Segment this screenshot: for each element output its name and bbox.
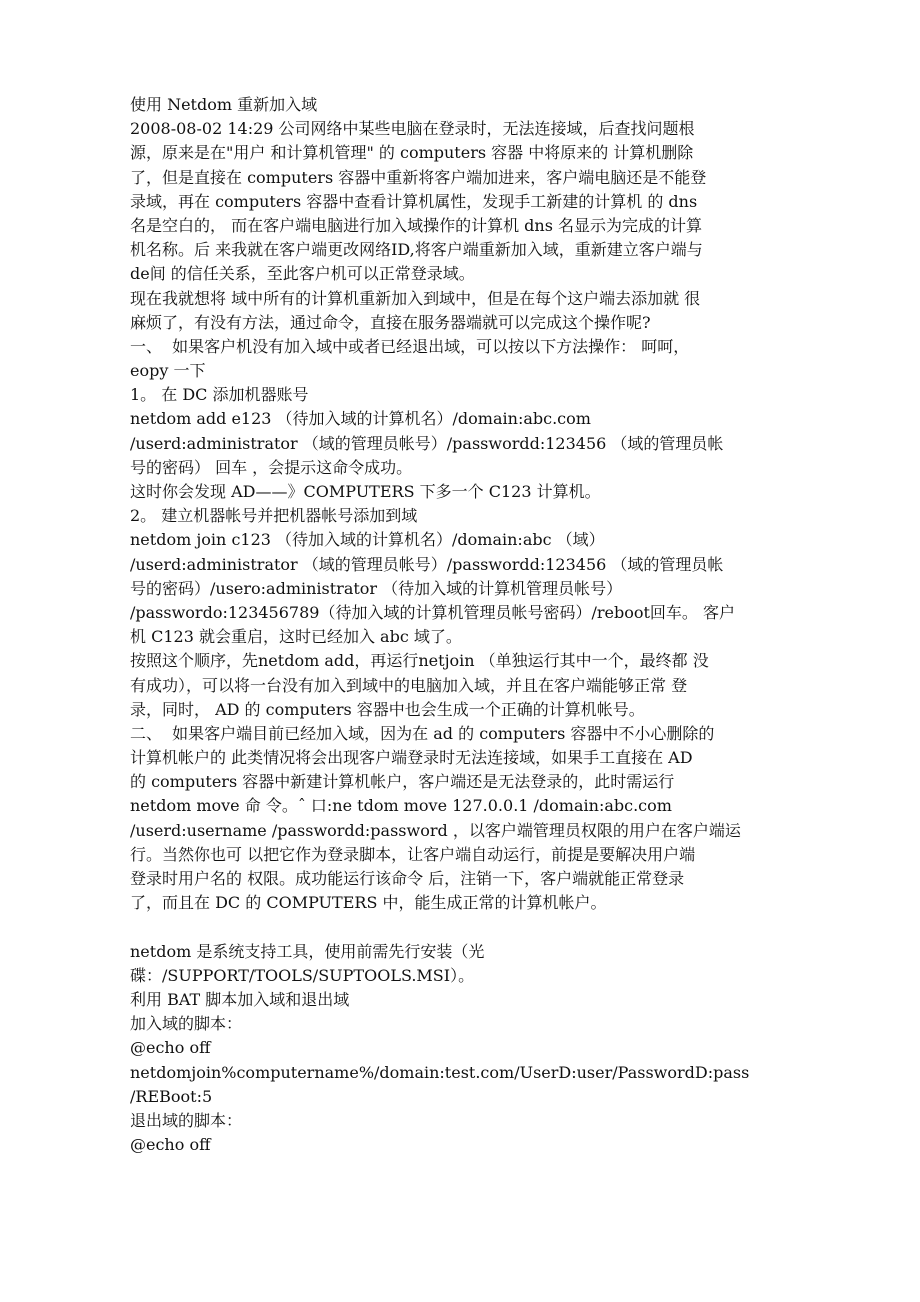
text-line: 利用 BAT 脚本加入域和退出域 — [130, 989, 350, 1009]
text-line: 机 C123 就会重启，这时已经加入 abc 域了。 — [130, 627, 462, 647]
text-line: de间 的信任关系，至此客户机可以正常登录域。 — [130, 264, 475, 284]
text-line: 录域，再在 computers 容器中查看计算机属性，发现手工新建的计算机 的 dns — [130, 191, 698, 211]
text-line: eopy 一下 — [130, 361, 206, 381]
text-line: netdom move 命 令。ˆ 口:ne tdom move 127.0.0.1 /domain:abc.com — [130, 796, 672, 816]
text-line: 2。 建立机器帐号并把机器帐号添加到域 — [130, 506, 418, 526]
text-line: 2008-08-02 14:29 公司网络中某些电脑在登录时，无法连接域，后查找问题根 — [130, 119, 695, 139]
text-line: 行。当然你也可 以把它作为登录脚本，让客户端自动运行，前提是要解决用户端 — [130, 844, 696, 864]
text-line: /userd:administrator （域的管理员帐号）/passwordd:123456 （域的管理员帐 — [130, 433, 724, 453]
text-line: 登录时用户名的 权限。成功能运行该命令 后，注销一下，客户端就能正常登录 — [130, 869, 685, 888]
text-line: 退出域的脚本： — [130, 1110, 243, 1130]
document-body — [130, 93, 800, 1157]
text-line: 机名称。后 来我就在客户端更改网络ID,将客户端重新加入域，重新建立客户端与 — [130, 240, 703, 260]
text-line: 加入域的脚本： — [130, 1014, 243, 1034]
text-line: 这时你会发现 AD——》COMPUTERS 下多一个 C123 计算机。 — [130, 482, 601, 501]
text-line: 了，而且在 DC 的 COMPUTERS 中，能生成正常的计算机帐户。 — [130, 893, 607, 913]
text-line: netdomjoin%computername%/domain:test.com/UserD:user/PasswordD:pass — [130, 1062, 750, 1082]
text-line: netdom add e123 （待加入域的计算机名）/domain:abc.com — [130, 409, 591, 429]
document-title: 使用 Netdom 重新加入域 — [130, 95, 318, 114]
text-line: 名是空白的， 而在客户端电脑进行加入域操作的计算机 dns 名显示为完成的计算 — [130, 215, 703, 235]
text-line: /userd:username /passwordd:password ，以客户端管理员权限的用户在客户端运 — [130, 820, 741, 840]
text-line: 一、 如果客户机没有加入域中或者已经退出域，可以按以下方法操作： 呵呵， — [130, 336, 690, 356]
text-line: 现在我就想将 域中所有的计算机重新加入到域中，但是在每个这户端去添加就 很 — [130, 288, 701, 308]
text-line: 号的密码） 回车 ，会提示这命令成功。 — [130, 457, 413, 477]
text-line: 碟：/SUPPORT/TOOLS/SUPTOOLS.MSI）。 — [130, 965, 475, 985]
text-line: 计算机帐户的 此类情况将会出现客户端登录时无法连接域，如果手工直接在 AD — [130, 748, 693, 768]
text-line: 按照这个顺序，先netdom add，再运行netjoin （单独运行其中一个，最终都 没 — [130, 651, 709, 671]
text-line: 的 computers 容器中新建计算机帐户，客户端还是无法登录的，此时需运行 — [130, 772, 675, 792]
text-line: 二、 如果客户端目前已经加入域，因为在 ad 的 computers 容器中不小心删除的 — [130, 723, 715, 743]
text-line: 了，但是直接在 computers 容器中重新将客户端加进来，客户端电脑还是不能登 — [130, 167, 707, 187]
text-line: /REBoot:5 — [130, 1086, 213, 1106]
blank-line — [130, 915, 800, 939]
text-line: netdom join c123 （待加入域的计算机名）/domain:abc （域） — [130, 530, 605, 550]
text-line: 有成功），可以将一台没有加入到域中的电脑加入域，并且在客户端能够正常 登 — [130, 675, 688, 695]
text-line: 源，原来是在"用户 和计算机管理" 的 computers 容器 中将原来的 计算机删除 — [130, 143, 694, 163]
text-line: @echo off — [130, 1135, 211, 1155]
text-line: @echo off — [130, 1038, 211, 1058]
text-line: 麻烦了，有没有方法，通过命令，直接在服务器端就可以完成这个操作呢? — [130, 312, 651, 332]
text-line: /passwordo:123456789（待加入域的计算机管理员帐号密码）/reboot回车。 客户 — [130, 602, 735, 622]
text-line: 1。 在 DC 添加机器账号 — [130, 385, 309, 405]
text-line: 录，同时， AD 的 computers 容器中也会生成一个正确的计算机帐号。 — [130, 699, 645, 719]
text-line: netdom 是系统支持工具，使用前需先行安装（光 — [130, 941, 485, 961]
text-line: 号的密码）/usero:administrator （待加入域的计算机管理员帐号） — [130, 578, 623, 598]
text-line: /userd:administrator （域的管理员帐号）/passwordd:123456 （域的管理员帐 — [130, 554, 724, 574]
